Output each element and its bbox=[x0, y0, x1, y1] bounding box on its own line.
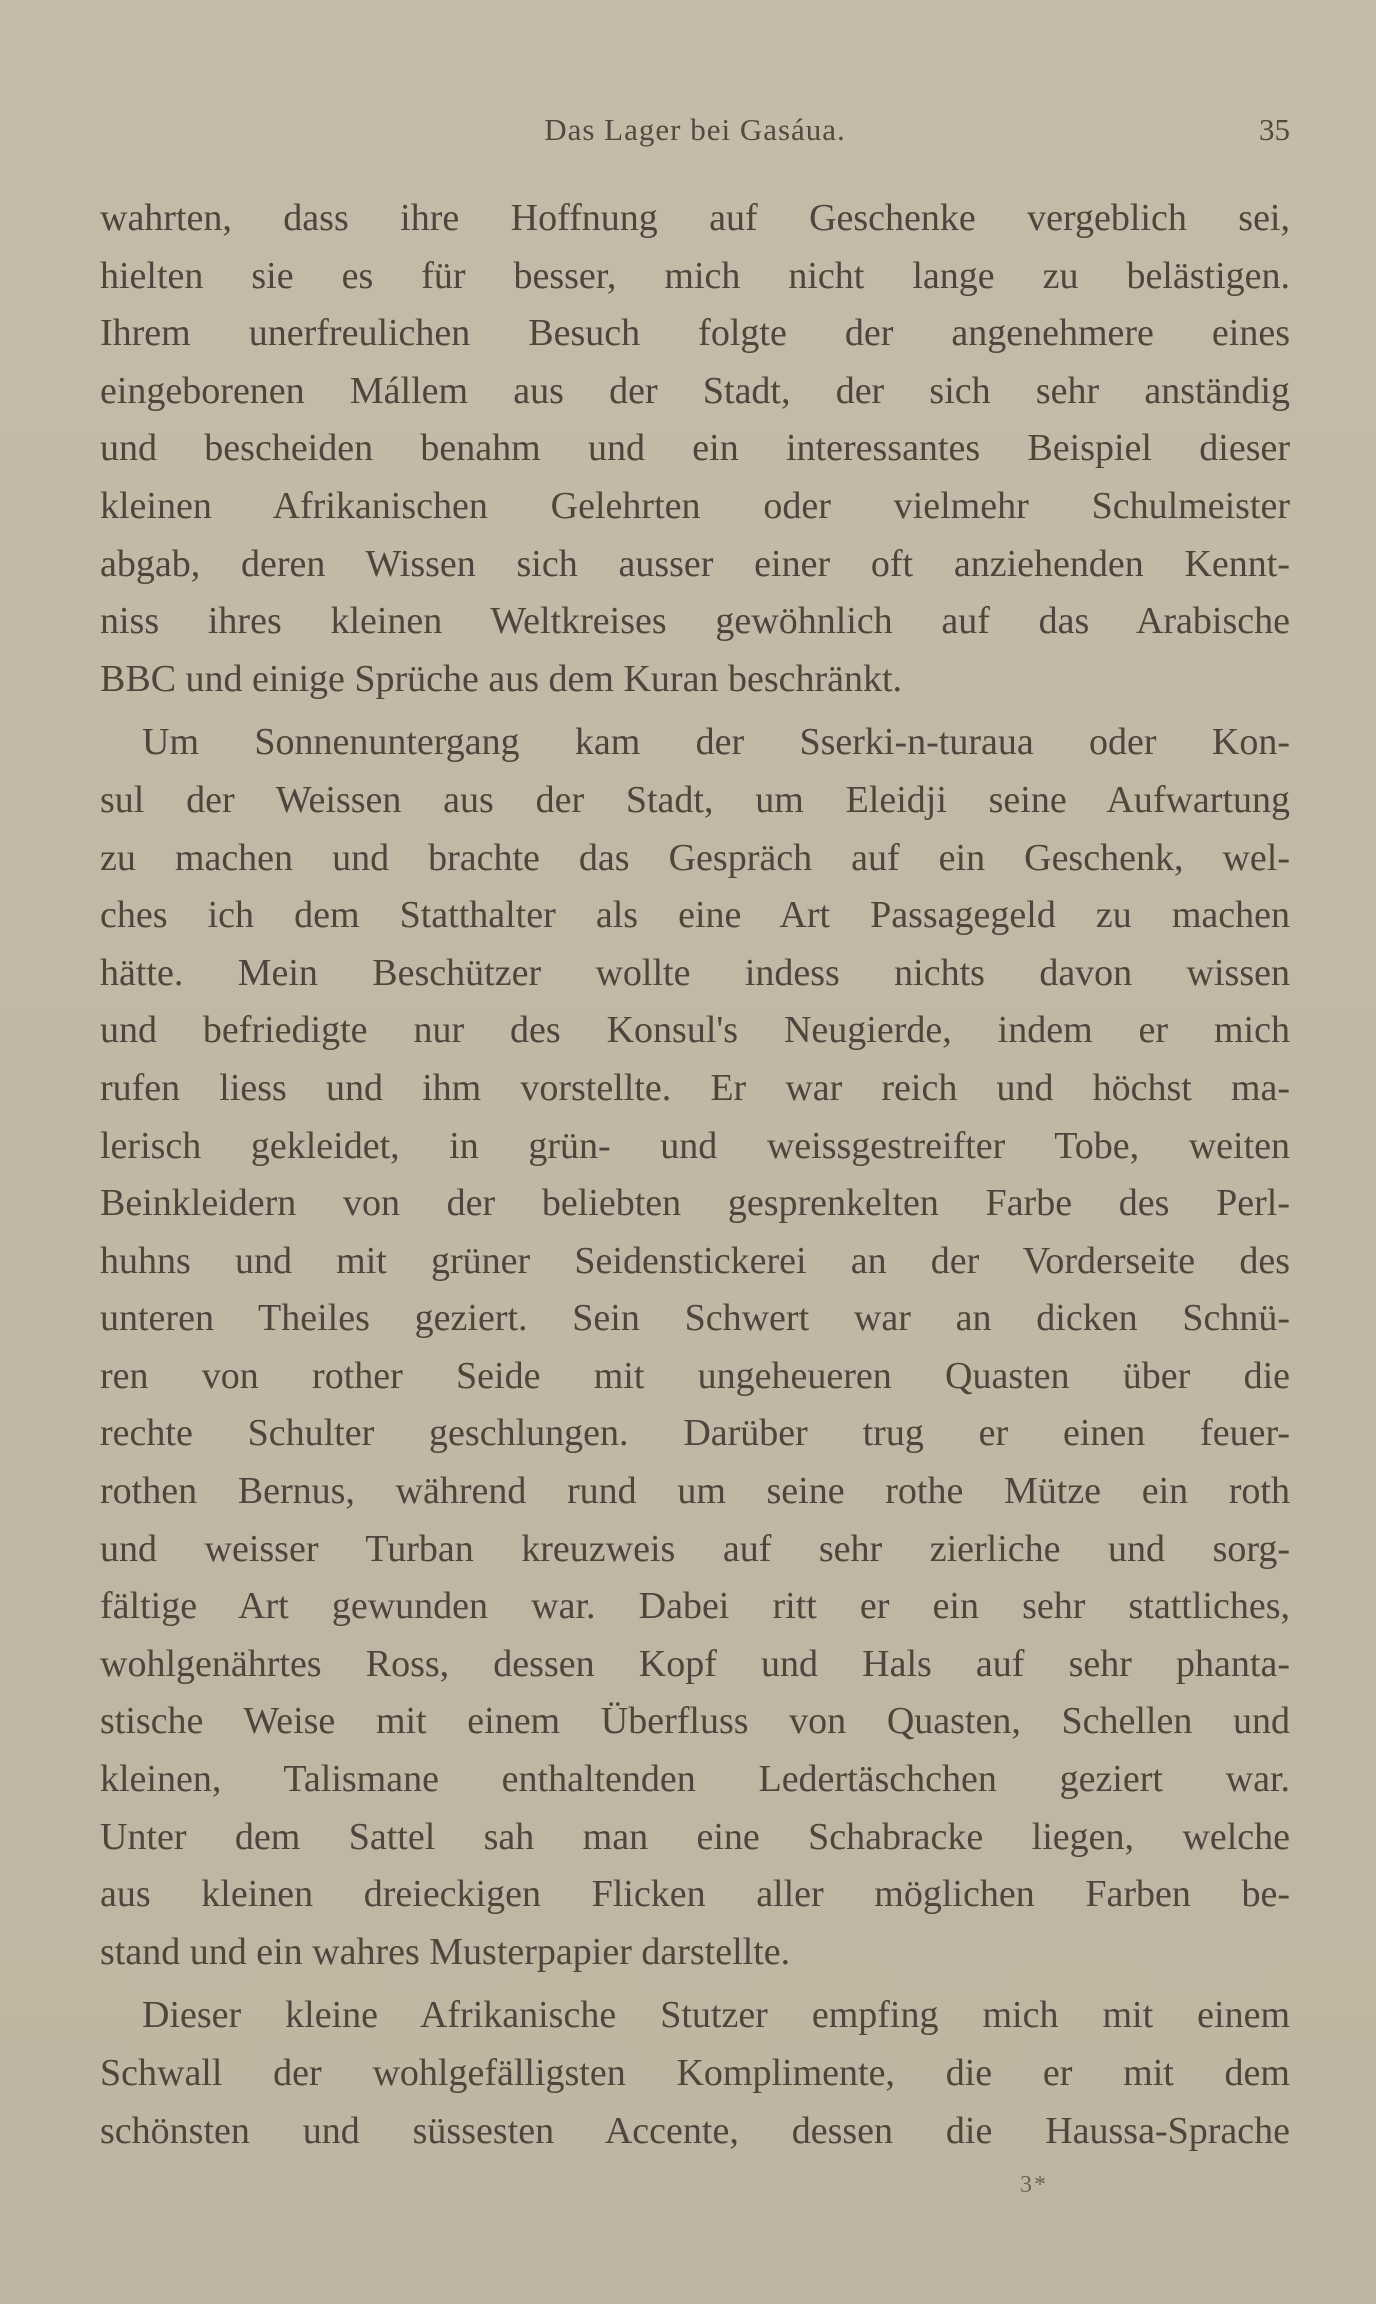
text-line: und bescheiden benahm und ein interessantes Beispiel dieser bbox=[100, 427, 1290, 470]
text-line: und weisser Turban kreuzweis auf sehr zierliche und sorg- bbox=[100, 1527, 1290, 1570]
text-line: niss ihres kleinen Weltkreises gewöhnlich auf das Arabische bbox=[100, 600, 1290, 643]
text-line: stische Weise mit einem Überfluss von Quasten, Schellen und bbox=[100, 1700, 1290, 1743]
text-line: ren von rother Seide mit ungeheueren Quasten über die bbox=[100, 1354, 1290, 1397]
text-line: schönsten und süssesten Accente, dessen die Haussa-Sprache bbox=[100, 2109, 1290, 2152]
text-line: rothen Bernus, während rund um seine rothe Mütze ein roth bbox=[100, 1470, 1290, 1513]
text-line: fältige Art gewunden war. Dabei ritt er ein sehr stattliches, bbox=[100, 1585, 1290, 1628]
text-line: hielten sie es für besser, mich nicht lange zu belästigen. bbox=[100, 254, 1290, 297]
text-line: abgab, deren Wissen sich ausser einer oft anziehenden Kennt- bbox=[100, 542, 1290, 585]
text-line: BBC und einige Sprüche aus dem Kuran beschränkt. bbox=[100, 657, 903, 700]
text-line: sul der Weissen aus der Stadt, um Eleidji seine Aufwartung bbox=[100, 778, 1290, 821]
text-line: Um Sonnenuntergang kam der Sserki-n-turaua oder Kon- bbox=[142, 721, 1290, 764]
text-line: ches ich dem Statthalter als eine Art Passagegeld zu machen bbox=[100, 894, 1290, 937]
paragraph-3 bbox=[100, 1987, 1290, 2160]
text-line: lerisch gekleidet, in grün- und weissgestreifter Tobe, weiten bbox=[100, 1124, 1290, 1167]
text-line: aus kleinen dreieckigen Flicken aller möglichen Farben be- bbox=[100, 1873, 1290, 1916]
text-line: stand und ein wahres Musterpapier darstellte. bbox=[100, 1930, 791, 1973]
text-line: wahrten, dass ihre Hoffnung auf Geschenke vergeblich sei, bbox=[100, 197, 1290, 239]
text-line: rufen liess und ihm vorstellte. Er war reich und höchst ma- bbox=[100, 1066, 1290, 1109]
signature-mark: 3* bbox=[1020, 2172, 1048, 2198]
text-line: wohlgenährtes Ross, dessen Kopf und Hals auf sehr phanta- bbox=[100, 1642, 1290, 1685]
text-line: Ihrem unerfreulichen Besuch folgte der angenehmere eines bbox=[100, 312, 1290, 355]
text-line: kleinen Afrikanischen Gelehrten oder vielmehr Schulmeister bbox=[100, 484, 1290, 527]
text-line: Beinkleidern von der beliebten gesprenkelten Farbe des Perl- bbox=[100, 1182, 1290, 1225]
paragraph-2 bbox=[100, 714, 1290, 1981]
text-line: eingeborenen Mállem aus der Stadt, der sich sehr anständig bbox=[100, 369, 1290, 412]
body-text bbox=[100, 190, 1290, 2160]
running-head bbox=[100, 112, 1290, 162]
page-number: 35 bbox=[1259, 112, 1290, 147]
text-line: Schwall der wohlgefälligsten Komplimente, die er mit dem bbox=[100, 2052, 1290, 2094]
text-line: Unter dem Sattel sah man eine Schabracke liegen, welche bbox=[100, 1815, 1290, 1858]
text-line: und befriedigte nur des Konsul's Neugierde, indem er mich bbox=[100, 1009, 1290, 1052]
text-line: unteren Theiles geziert. Sein Schwert war an dicken Schnü- bbox=[100, 1297, 1290, 1340]
text-line: huhns und mit grüner Seidenstickerei an der Vorderseite des bbox=[100, 1239, 1290, 1282]
text-line: kleinen, Talismane enthaltenden Ledertäschchen geziert war. bbox=[100, 1758, 1290, 1801]
paragraph-1 bbox=[100, 190, 1290, 708]
running-title: Das Lager bei Gasáua. bbox=[544, 112, 846, 147]
text-line: Dieser kleine Afrikanische Stutzer empfing mich mit einem bbox=[142, 1994, 1290, 2037]
text-line: rechte Schulter geschlungen. Darüber trug er einen feuer- bbox=[100, 1412, 1290, 1455]
text-line: hätte. Mein Beschützer wollte indess nichts davon wissen bbox=[100, 951, 1290, 994]
text-line: zu machen und brachte das Gespräch auf ein Geschenk, wel- bbox=[100, 836, 1290, 879]
